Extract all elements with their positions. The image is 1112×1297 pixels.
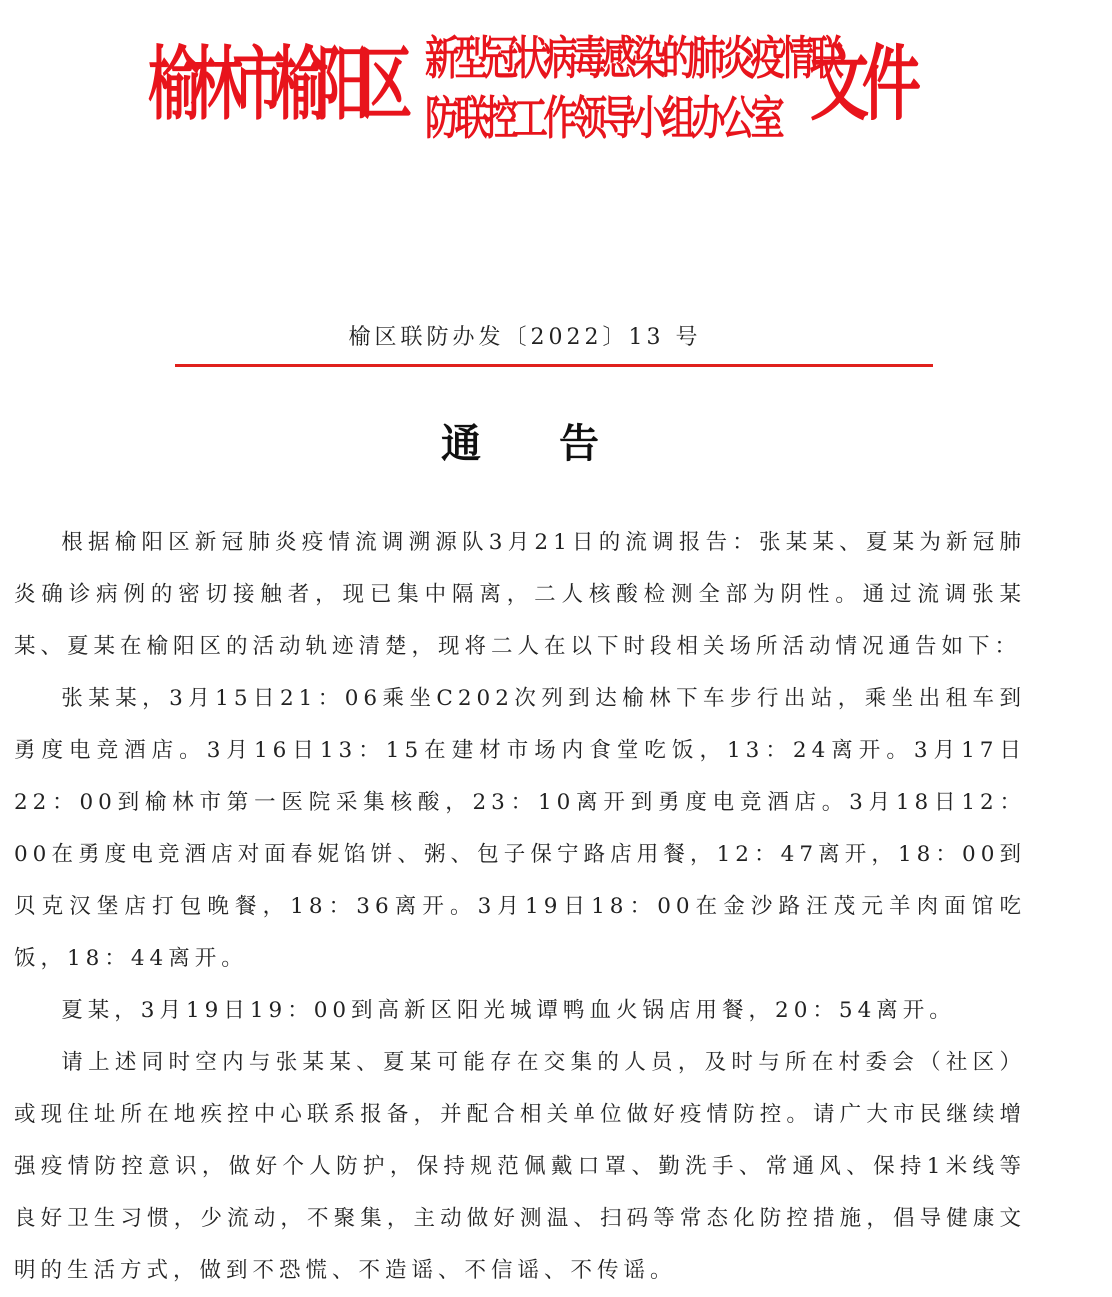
paragraph-intro: 根据榆阳区新冠肺炎疫情流调溯源队3月21日的流调报告：张某某、夏某为新冠肺炎确诊病例的密切接触者，现已集中隔离，二人核酸检测全部为阴性。通过流调张某某、夏某在榆阳区的活动轨迹清楚，现将二人在以下时段相关场所活动情况通告如下： [14,530,1026,659]
paragraph-zhang-itinerary: 张某某，3月15日21：06乘坐C202次列到达榆林下车步行出站，乘坐出租车到勇度电竞酒店。3月16日13：15在建材市场内食堂吃饭，13：24离开。3月17日22：00到榆林市第一医院采集核酸，23：10离开到勇度电竞酒店。3月18日12：00在勇度电竞酒店对面春妮馅饼、粥、包子保宁路店用餐，12：47离开，18：00到贝克汉堡店打包晚餐，18：36离开。3月19日18：00在金沙路汪茂元羊肉面馆吃饭，18：44离开。 [14,686,1026,971]
masthead-document-label: 文件 [810,37,914,132]
red-divider-line [175,364,933,367]
masthead-office-line-1: 新型冠状病毒感染的肺炎疫情联 [425,31,840,85]
masthead-issuer-office [425,28,840,158]
document-number: 榆区联防办发〔2022〕13 号 [348,325,702,350]
masthead-issuer-city: 榆林市榆阳区 [148,38,402,131]
notice-title: 通告 [441,420,677,467]
masthead [0,18,1112,153]
paragraph-public-request: 请上述同时空内与张某某、夏某可能存在交集的人员，及时与所在村委会（社区）或现住址所在地疾控中心联系报备，并配合相关单位做好疫情防控。请广大市民继续增强疫情防控意识，做好个人防护，保持规范佩戴口罩、勤洗手、常通风、保持1米线等良好卫生习惯，少流动，不聚集，主动做好测温、扫码等常态化防控措施，倡导健康文明的生活方式，做到不恐慌、不造谣、不信谣、不传谣。 [14,1050,1026,1283]
notice-body [14,517,1026,1297]
paragraph-xia-itinerary: 夏某，3月19日19：00到高新区阳光城谭鸭血火锅店用餐，20：54离开。 [61,998,956,1023]
masthead-office-line-2: 防联控工作领导小组办公室 [425,91,781,145]
